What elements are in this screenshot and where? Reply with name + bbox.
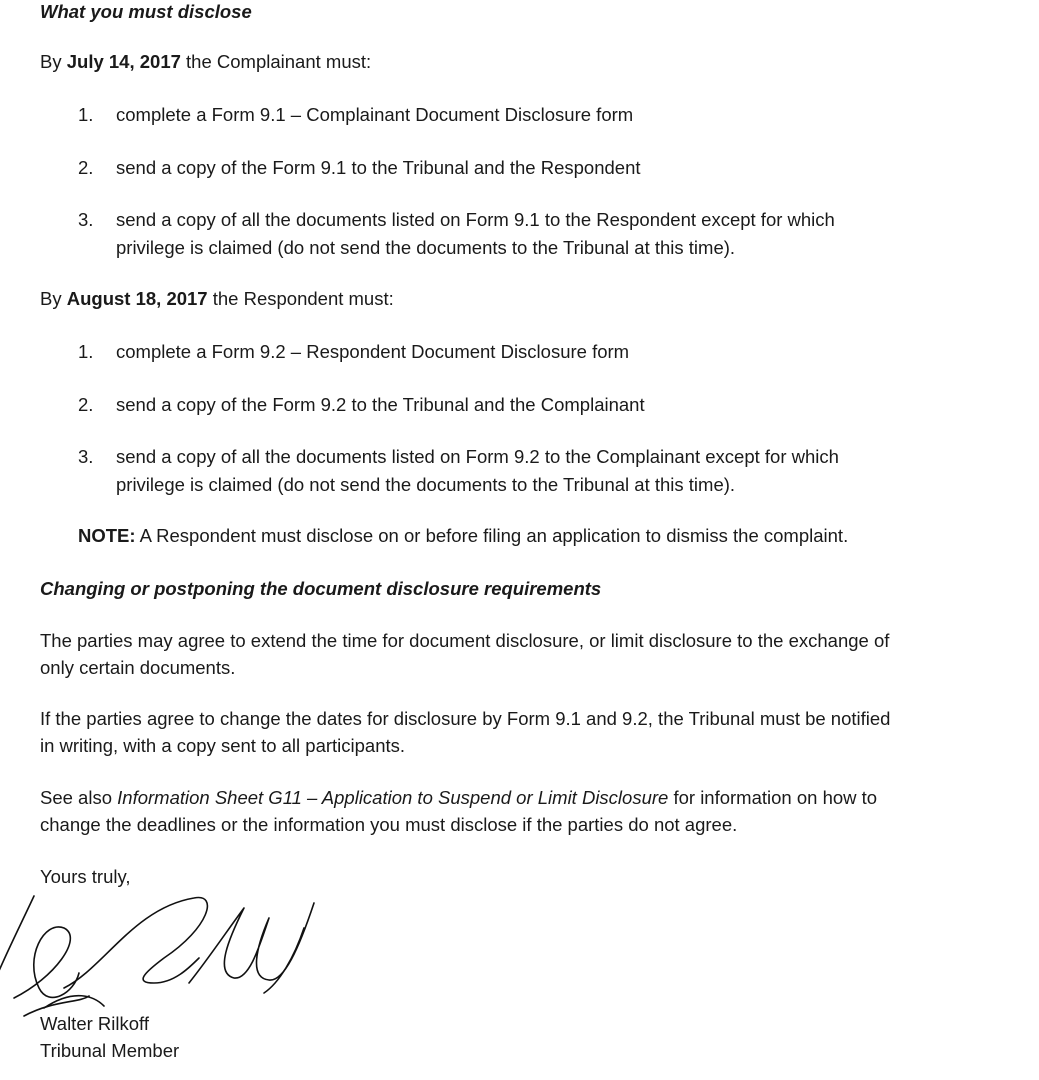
signer-name: Walter Rilkoff (40, 1013, 149, 1034)
heading-changing-or-postponing: Changing or postponing the document disclosure requirements (40, 578, 602, 599)
signature-stroke (264, 928, 304, 993)
list-text: send a copy of the Form 9.2 to the Tribunal and the Complainant (116, 394, 645, 415)
list-number: 3. (78, 209, 94, 230)
list-text: send a copy of the Form 9.1 to the Tribunal and the Respondent (116, 157, 641, 178)
signature-stroke (14, 927, 79, 998)
signature-stroke (24, 996, 89, 1016)
intro-suffix: the Complainant must: (180, 51, 372, 72)
note-label: NOTE: (78, 525, 136, 546)
see-also-suffix: for information on how to (668, 787, 878, 808)
paragraph-extend-line-2: only certain documents. (40, 657, 236, 678)
signature-stroke (189, 903, 314, 983)
paragraph-extend-line-1: The parties may agree to extend the time for document disclosure, or limit disclosure to the exchange of (40, 630, 890, 651)
list-number: 1. (78, 104, 94, 125)
intro-suffix: the Respondent must: (207, 288, 394, 309)
paragraph-notify-line-2: in writing, with a copy sent to all participants. (40, 735, 406, 756)
paragraph-see-also-line-1 (40, 786, 877, 810)
information-sheet-reference: Information Sheet G11 – Application to Suspend or Limit Disclosure (117, 787, 669, 808)
signature-stroke (64, 898, 207, 988)
respondent-deadline-intro (40, 287, 394, 311)
list-number: 2. (78, 157, 94, 178)
complainant-deadline-date: July 14, 2017 (66, 51, 181, 72)
handwritten-signature (0, 888, 334, 1018)
list-number: 2. (78, 394, 94, 415)
note-paragraph (78, 524, 848, 548)
complainant-deadline-intro (40, 50, 371, 74)
intro-prefix: By (40, 288, 67, 309)
list-text-continued: privilege is claimed (do not send the documents to the Tribunal at this time). (116, 237, 736, 258)
closing-salutation: Yours truly, (40, 866, 131, 887)
see-also-prefix: See also (40, 787, 118, 808)
respondent-deadline-date: August 18, 2017 (66, 288, 208, 309)
list-text: send a copy of all the documents listed on Form 9.2 to the Complainant except for which (116, 446, 839, 467)
list-number: 3. (78, 446, 94, 467)
signature-stroke (0, 896, 34, 978)
intro-prefix: By (40, 51, 67, 72)
heading-what-you-must-disclose: What you must disclose (40, 1, 252, 22)
list-text: complete a Form 9.1 – Complainant Document Disclosure form (116, 104, 634, 125)
list-text-continued: privilege is claimed (do not send the documents to the Tribunal at this time). (116, 474, 736, 495)
paragraph-notify-line-1: If the parties agree to change the dates for disclosure by Form 9.1 and 9.2, the Tribunal must be notified (40, 708, 891, 729)
signer-title: Tribunal Member (40, 1040, 180, 1061)
list-number: 1. (78, 341, 94, 362)
list-text: complete a Form 9.2 – Respondent Document Disclosure form (116, 341, 630, 362)
paragraph-see-also-line-2: change the deadlines or the information you must disclose if the parties do not agree. (40, 814, 738, 835)
list-text: send a copy of all the documents listed on Form 9.1 to the Respondent except for which (116, 209, 835, 230)
note-text: A Respondent must disclose on or before filing an application to dismiss the complaint. (135, 525, 849, 546)
